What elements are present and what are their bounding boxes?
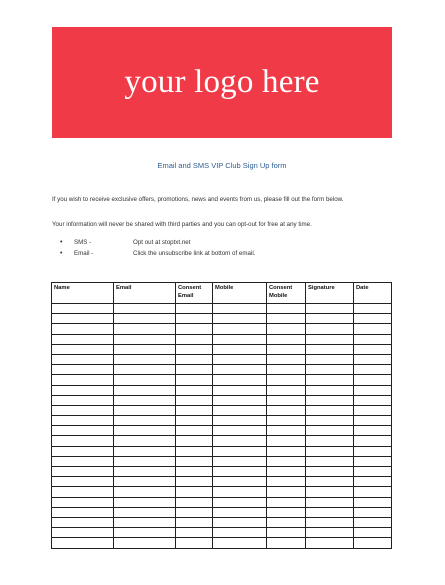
table-cell[interactable] (52, 314, 114, 324)
optout-text: Click the unsubscribe link at bottom of email. (133, 250, 256, 257)
table-cell[interactable] (267, 395, 306, 405)
table-row (52, 426, 392, 436)
table-cell[interactable] (52, 517, 114, 527)
table-cell[interactable] (52, 304, 114, 314)
table-row (52, 456, 392, 466)
table-cell[interactable] (354, 324, 392, 334)
table-cell[interactable] (52, 385, 114, 395)
table-cell[interactable] (176, 517, 213, 527)
table-cell[interactable] (213, 416, 267, 426)
table-cell[interactable] (114, 416, 176, 426)
table-cell[interactable] (52, 538, 114, 548)
table-cell[interactable] (176, 497, 213, 507)
table-cell[interactable] (306, 304, 354, 314)
table-cell[interactable] (114, 344, 176, 354)
table-cell[interactable] (354, 436, 392, 446)
table-row (52, 344, 392, 354)
table-row (52, 467, 392, 477)
table-cell[interactable] (267, 304, 306, 314)
table-cell[interactable] (213, 405, 267, 415)
table-cell[interactable] (176, 538, 213, 548)
table-cell[interactable] (52, 365, 114, 375)
table-cell[interactable] (52, 426, 114, 436)
table-row (52, 375, 392, 385)
table-cell[interactable] (213, 314, 267, 324)
table-cell[interactable] (267, 426, 306, 436)
table-cell[interactable] (52, 497, 114, 507)
table-cell[interactable] (354, 375, 392, 385)
table-header-row (52, 283, 392, 304)
table-cell[interactable] (354, 314, 392, 324)
table-cell[interactable] (354, 446, 392, 456)
optout-item-email (60, 248, 390, 259)
table-cell[interactable] (267, 334, 306, 344)
table-cell[interactable] (114, 375, 176, 385)
table-cell[interactable] (52, 344, 114, 354)
table-cell[interactable] (114, 507, 176, 517)
table-cell[interactable] (114, 314, 176, 324)
table-cell[interactable] (354, 507, 392, 517)
table-cell[interactable] (306, 314, 354, 324)
table-cell[interactable] (306, 507, 354, 517)
optout-label: SMS - (74, 239, 92, 246)
table-row (52, 436, 392, 446)
table-cell[interactable] (52, 477, 114, 487)
table-cell[interactable] (354, 517, 392, 527)
table-cell[interactable] (354, 365, 392, 375)
table-cell[interactable] (176, 507, 213, 517)
table-cell[interactable] (176, 416, 213, 426)
table-row (52, 507, 392, 517)
column-header-name: Name (52, 283, 114, 304)
table-cell[interactable] (52, 467, 114, 477)
table-cell[interactable] (267, 497, 306, 507)
table-cell[interactable] (52, 487, 114, 497)
table-cell[interactable] (213, 456, 267, 466)
table-cell[interactable] (114, 517, 176, 527)
table-cell[interactable] (213, 487, 267, 497)
table-cell[interactable] (52, 436, 114, 446)
table-cell[interactable] (267, 456, 306, 466)
table-body (52, 304, 392, 549)
table-row (52, 365, 392, 375)
table-cell[interactable] (306, 487, 354, 497)
table-cell[interactable] (114, 528, 176, 538)
table-row (52, 538, 392, 548)
table-cell[interactable] (114, 538, 176, 548)
table-cell[interactable] (267, 405, 306, 415)
table-cell[interactable] (213, 517, 267, 527)
table-cell[interactable] (213, 334, 267, 344)
table-cell[interactable] (306, 385, 354, 395)
table-cell[interactable] (114, 426, 176, 436)
table-cell[interactable] (267, 507, 306, 517)
table-cell[interactable] (267, 528, 306, 538)
table-cell[interactable] (354, 528, 392, 538)
table-cell[interactable] (213, 477, 267, 487)
table-cell[interactable] (176, 467, 213, 477)
table-cell[interactable] (176, 477, 213, 487)
table-cell[interactable] (354, 354, 392, 364)
table-row (52, 497, 392, 507)
table-row (52, 304, 392, 314)
privacy-paragraph: Your information will never be shared with third parties and you can opt-out for free at any time. (52, 221, 312, 228)
table-cell[interactable] (52, 446, 114, 456)
table-cell[interactable] (176, 375, 213, 385)
table-cell[interactable] (213, 507, 267, 517)
table-row (52, 477, 392, 487)
table-cell[interactable] (306, 528, 354, 538)
table-cell[interactable] (213, 497, 267, 507)
table-cell[interactable] (306, 334, 354, 344)
table-cell[interactable] (213, 324, 267, 334)
table-row (52, 416, 392, 426)
table-cell[interactable] (114, 304, 176, 314)
table-cell[interactable] (176, 395, 213, 405)
table-cell[interactable] (52, 395, 114, 405)
table-cell[interactable] (176, 324, 213, 334)
table-cell[interactable] (354, 477, 392, 487)
column-header-consent-email: Consent Email (176, 283, 213, 304)
table-cell[interactable] (52, 528, 114, 538)
table-row (52, 354, 392, 364)
table-row (52, 395, 392, 405)
table-cell[interactable] (176, 304, 213, 314)
table-cell[interactable] (354, 416, 392, 426)
table-cell[interactable] (52, 334, 114, 344)
table-cell[interactable] (306, 436, 354, 446)
table-cell[interactable] (114, 487, 176, 497)
table-cell[interactable] (267, 487, 306, 497)
table-cell[interactable] (114, 405, 176, 415)
table-cell[interactable] (213, 538, 267, 548)
optout-text: Opt out at stoptxt.net (133, 239, 191, 246)
logo-banner (52, 27, 392, 138)
column-header-email: Email (114, 283, 176, 304)
table-row (52, 385, 392, 395)
table-cell[interactable] (114, 395, 176, 405)
table-cell[interactable] (306, 405, 354, 415)
table-cell[interactable] (213, 354, 267, 364)
table-cell[interactable] (176, 354, 213, 364)
table-cell[interactable] (52, 324, 114, 334)
table-cell[interactable] (213, 395, 267, 405)
table-cell[interactable] (354, 304, 392, 314)
table-cell[interactable] (176, 487, 213, 497)
table-cell[interactable] (354, 467, 392, 477)
table-cell[interactable] (354, 487, 392, 497)
table-cell[interactable] (176, 365, 213, 375)
table-cell[interactable] (213, 375, 267, 385)
table-cell[interactable] (213, 436, 267, 446)
table-cell[interactable] (354, 497, 392, 507)
table-cell[interactable] (114, 467, 176, 477)
table-cell[interactable] (267, 416, 306, 426)
table-cell[interactable] (354, 456, 392, 466)
table-cell[interactable] (306, 365, 354, 375)
table-cell[interactable] (354, 344, 392, 354)
table-cell[interactable] (267, 436, 306, 446)
table-cell[interactable] (354, 538, 392, 548)
table-cell[interactable] (306, 375, 354, 385)
table-cell[interactable] (306, 467, 354, 477)
table-cell[interactable] (213, 344, 267, 354)
table-cell[interactable] (354, 426, 392, 436)
table-cell[interactable] (114, 446, 176, 456)
table-cell[interactable] (114, 324, 176, 334)
table-cell[interactable] (267, 375, 306, 385)
table-cell[interactable] (213, 528, 267, 538)
table-cell[interactable] (267, 324, 306, 334)
bullet-icon: • (60, 250, 63, 257)
bullet-icon: • (60, 239, 63, 246)
table-row (52, 517, 392, 527)
table-row (52, 487, 392, 497)
table-row (52, 528, 392, 538)
table-cell[interactable] (267, 538, 306, 548)
logo-text: your logo here (124, 64, 320, 100)
column-header-date: Date (354, 283, 392, 304)
table-cell[interactable] (114, 365, 176, 375)
table-cell[interactable] (176, 334, 213, 344)
table-cell[interactable] (267, 314, 306, 324)
table-cell[interactable] (176, 446, 213, 456)
table-row (52, 314, 392, 324)
table-cell[interactable] (267, 344, 306, 354)
table-cell[interactable] (267, 354, 306, 364)
table-row (52, 324, 392, 334)
table-cell[interactable] (213, 304, 267, 314)
table-row (52, 334, 392, 344)
table-cell[interactable] (306, 477, 354, 487)
optout-label: Email - (74, 250, 94, 257)
table-cell[interactable] (306, 354, 354, 364)
table-cell[interactable] (306, 395, 354, 405)
table-cell[interactable] (354, 395, 392, 405)
table-cell[interactable] (306, 344, 354, 354)
form-title: Email and SMS VIP Club Sign Up form (157, 161, 287, 170)
table-cell[interactable] (52, 507, 114, 517)
table-cell[interactable] (176, 436, 213, 446)
signup-table (51, 282, 392, 549)
table-cell[interactable] (306, 426, 354, 436)
table-cell[interactable] (306, 538, 354, 548)
table-cell[interactable] (114, 354, 176, 364)
table-cell[interactable] (306, 517, 354, 527)
table-cell[interactable] (306, 456, 354, 466)
table-cell[interactable] (267, 477, 306, 487)
table-cell[interactable] (213, 426, 267, 436)
table-cell[interactable] (176, 426, 213, 436)
table-cell[interactable] (114, 334, 176, 344)
table-cell[interactable] (114, 456, 176, 466)
table-cell[interactable] (267, 517, 306, 527)
table-cell[interactable] (267, 467, 306, 477)
column-header-signature: Signature (306, 283, 354, 304)
table-cell[interactable] (52, 405, 114, 415)
intro-paragraph: If you wish to receive exclusive offers, promotions, news and events from us, please fill out the form below. (52, 196, 344, 203)
table-cell[interactable] (52, 375, 114, 385)
table-cell[interactable] (354, 385, 392, 395)
table-cell[interactable] (176, 385, 213, 395)
table-cell[interactable] (354, 405, 392, 415)
table-cell[interactable] (114, 385, 176, 395)
table-cell[interactable] (213, 467, 267, 477)
table-cell[interactable] (176, 405, 213, 415)
table-cell[interactable] (52, 456, 114, 466)
table-cell[interactable] (306, 497, 354, 507)
table-cell[interactable] (267, 365, 306, 375)
table-cell[interactable] (267, 446, 306, 456)
table-row (52, 405, 392, 415)
table-cell[interactable] (114, 477, 176, 487)
optout-item-sms (60, 237, 390, 248)
table-cell[interactable] (213, 446, 267, 456)
table-row (52, 446, 392, 456)
table-cell[interactable] (306, 446, 354, 456)
column-header-mobile: Mobile (213, 283, 267, 304)
table-cell[interactable] (213, 365, 267, 375)
table-cell[interactable] (306, 324, 354, 334)
table-cell[interactable] (354, 334, 392, 344)
column-header-consent-mobile: Consent Mobile (267, 283, 306, 304)
optout-list (60, 237, 390, 259)
table-cell[interactable] (52, 416, 114, 426)
table-cell[interactable] (52, 354, 114, 364)
table-cell[interactable] (114, 497, 176, 507)
table-cell[interactable] (176, 456, 213, 466)
table-cell[interactable] (267, 385, 306, 395)
table-cell[interactable] (176, 344, 213, 354)
table-cell[interactable] (306, 416, 354, 426)
table-cell[interactable] (213, 385, 267, 395)
table-cell[interactable] (176, 314, 213, 324)
table-cell[interactable] (114, 436, 176, 446)
table-cell[interactable] (176, 528, 213, 538)
